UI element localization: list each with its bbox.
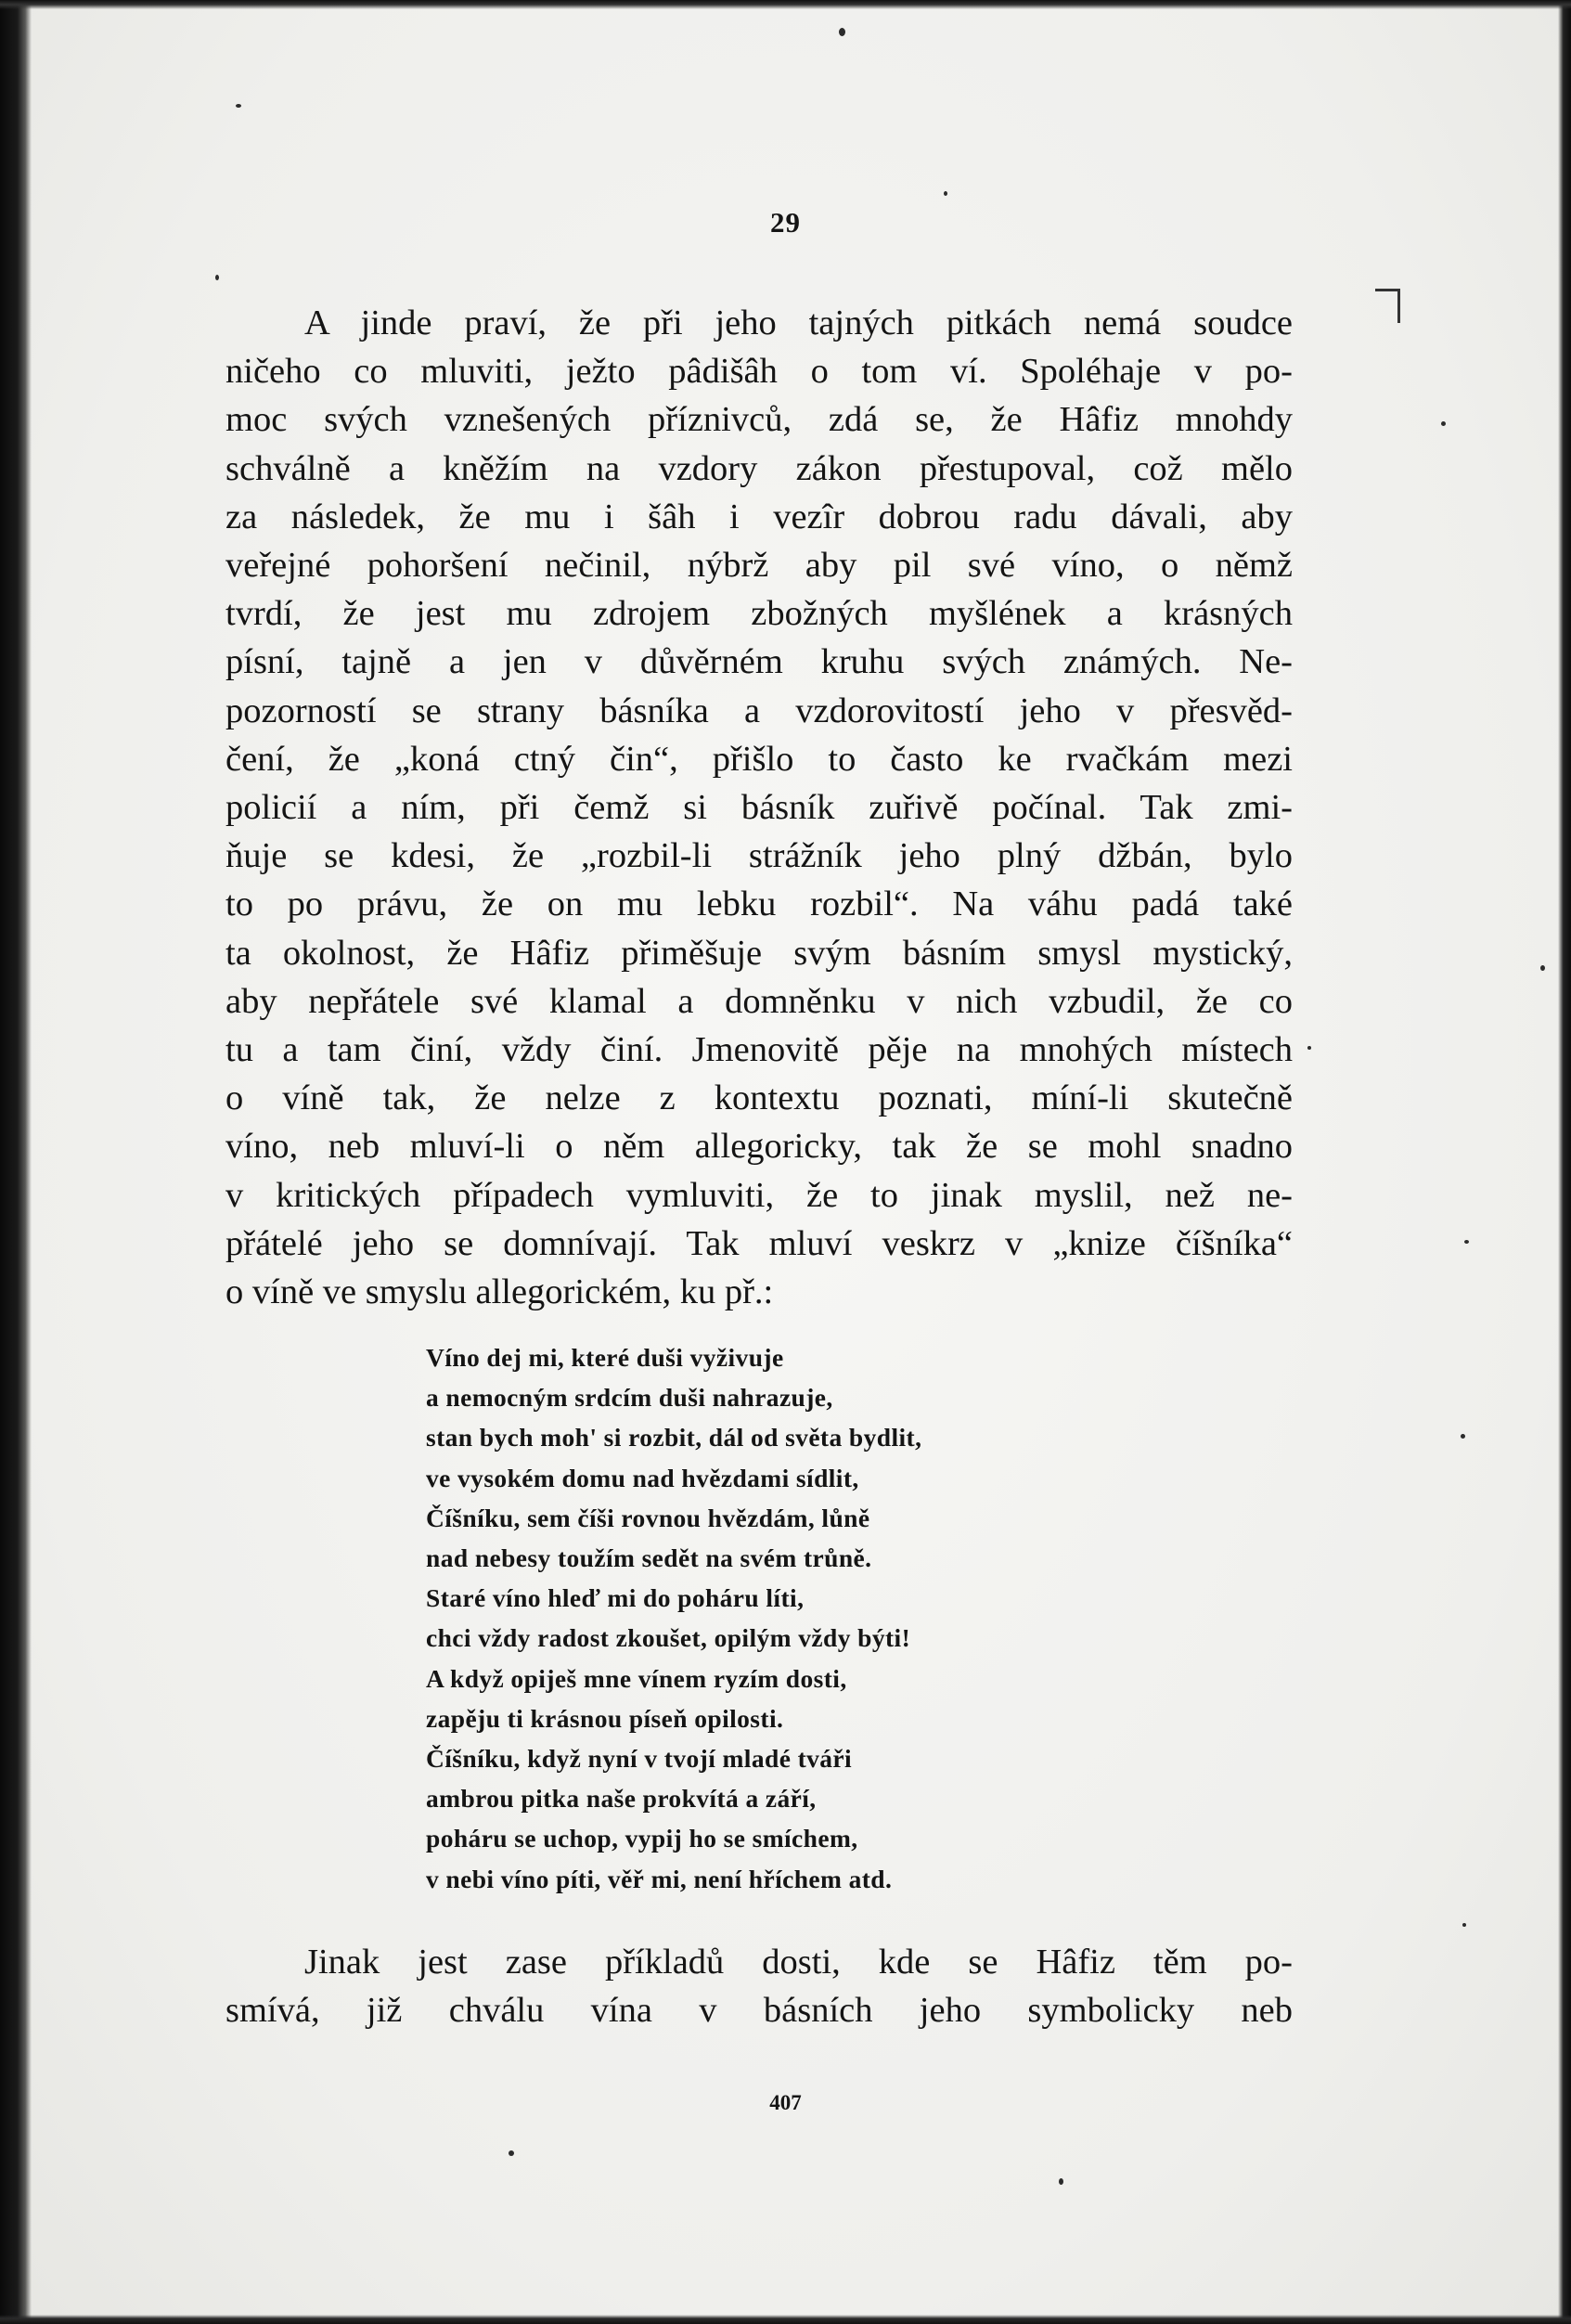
verse-line: Staré víno hleď mi do poháru líti,: [426, 1583, 805, 1613]
text-line: to po právu, že on mu lebku rozbil“. Na váhu padá také: [225, 884, 1293, 924]
verse-line: A když opiješ mne vínem ryzím dosti,: [426, 1663, 847, 1693]
scan-speck: [1540, 965, 1545, 971]
scan-speck: [839, 28, 845, 36]
text-line: tvrdí, že jest mu zdrojem zbožných myšlének a krásných: [225, 594, 1293, 634]
page-number: 29: [770, 206, 801, 239]
text-line: Jinak jest zase příkladů dosti, kde se Hâfiz těm po-: [304, 1943, 1293, 1982]
scan-speck: [1307, 1046, 1311, 1050]
verse-quotation: [426, 1337, 921, 1899]
scan-speck: [1441, 421, 1446, 426]
verse-line: Číšníku, sem číši rovnou hvězdám, lůně: [426, 1503, 870, 1532]
text-line: aby nepřátele své klamal a domněnku v nich vzbudil, že co: [225, 981, 1293, 1021]
paragraph-1: [225, 299, 1293, 1316]
scan-speck: [944, 191, 947, 196]
scan-speck: [236, 104, 241, 108]
text-line: ta okolnost, že Hâfiz přiměšuje svým básním smysl mystický,: [225, 933, 1293, 973]
text-line: v kritických případech vymluviti, že to jinak myslil, než ne-: [225, 1175, 1293, 1215]
scan-speck: [215, 275, 219, 280]
text-line: čení, že „koná ctný čin“, přišlo to často ke rvačkám mezi: [225, 739, 1293, 779]
scan-edge-top: [0, 0, 1571, 9]
text-line: smívá, již chválu vína v básních jeho symbolicky neb: [225, 1991, 1293, 2031]
scan-edge-right: [1558, 0, 1571, 2324]
text-line: ňuje se kdesi, že „rozbil-li strážník jeho plný džbán, bylo: [225, 836, 1293, 876]
text-line: o víně ve smyslu allegorickém, ku př.:: [225, 1272, 774, 1312]
text-line: schválně a kněžím na vzdory zákon přestupoval, což mělo: [225, 448, 1293, 488]
scan-edge-bottom: [0, 2315, 1571, 2324]
text-line: přátelé jeho se domnívají. Tak mluví veskrz v „knize číšníka“: [225, 1223, 1293, 1263]
verse-line: stan bych moh' si rozbit, dál od světa bydlit,: [426, 1423, 922, 1452]
text-line: za následek, že mu i šâh i vezîr dobrou radu dávali, aby: [225, 497, 1293, 536]
paragraph-2: [225, 1938, 1293, 2034]
verse-line: a nemocným srdcím duši nahrazuje,: [426, 1383, 833, 1413]
text-line: policií a ním, při čemž si básník zuřivě počínal. Tak zmi-: [225, 788, 1293, 828]
verse-line: v nebi víno píti, věř mi, není hříchem atd.: [426, 1864, 893, 1893]
verse-line: chci vždy radost zkoušet, opilým vždy býti!: [426, 1623, 911, 1653]
scan-speck: [1462, 1923, 1466, 1927]
text-line: ničeho co mluviti, ježto pâdišâh o tom ví. Spoléhaje v po-: [225, 352, 1293, 392]
verse-line: zapěju ti krásnou píseň opilosti.: [426, 1703, 784, 1733]
verse-line: Číšníku, když nyní v tvojí mladé tváři: [426, 1744, 853, 1774]
scan-speck: [1464, 1240, 1469, 1244]
verse-line: poháru se uchop, vypij ho se smíchem,: [426, 1824, 858, 1853]
text-line: tu a tam činí, vždy činí. Jmenovitě pěje na mnohých místech: [225, 1030, 1293, 1070]
text-line: písní, tajně a jen v důvěrném kruhu svých známých. Ne-: [225, 642, 1293, 682]
text-line: víno, neb mluví-li o něm allegoricky, tak že se mohl snadno: [225, 1127, 1293, 1167]
text-line: moc svých vznešených příznivců, zdá se, že Hâfiz mnohdy: [225, 400, 1293, 440]
scan-speck: [1059, 2178, 1063, 2185]
signature-number: 407: [769, 2091, 802, 2114]
text-line: pozorností se strany básníka a vzdorovitostí jeho v přesvěd-: [225, 691, 1293, 730]
scan-speck: [509, 2150, 514, 2156]
scan-edge-left: [0, 0, 32, 2324]
verse-line: ve vysokém domu nad hvězdami sídlit,: [426, 1463, 859, 1492]
verse-line: Víno dej mi, které duši vyživuje: [426, 1343, 784, 1372]
scan-corner-mark: [1375, 289, 1400, 323]
text-line: o víně tak, že nelze z kontextu poznati, míní-li skutečně: [225, 1078, 1293, 1118]
text-line: veřejné pohoršení nečinil, nýbrž aby pil své víno, o němž: [225, 546, 1293, 586]
verse-line: nad nebesy toužím sedět na svém trůně.: [426, 1543, 872, 1573]
text-line: A jinde praví, že při jeho tajných pitkách nemá soudce: [304, 303, 1293, 342]
scan-speck: [1461, 1434, 1465, 1439]
verse-line: ambrou pitka naše prokvítá a září,: [426, 1784, 817, 1814]
